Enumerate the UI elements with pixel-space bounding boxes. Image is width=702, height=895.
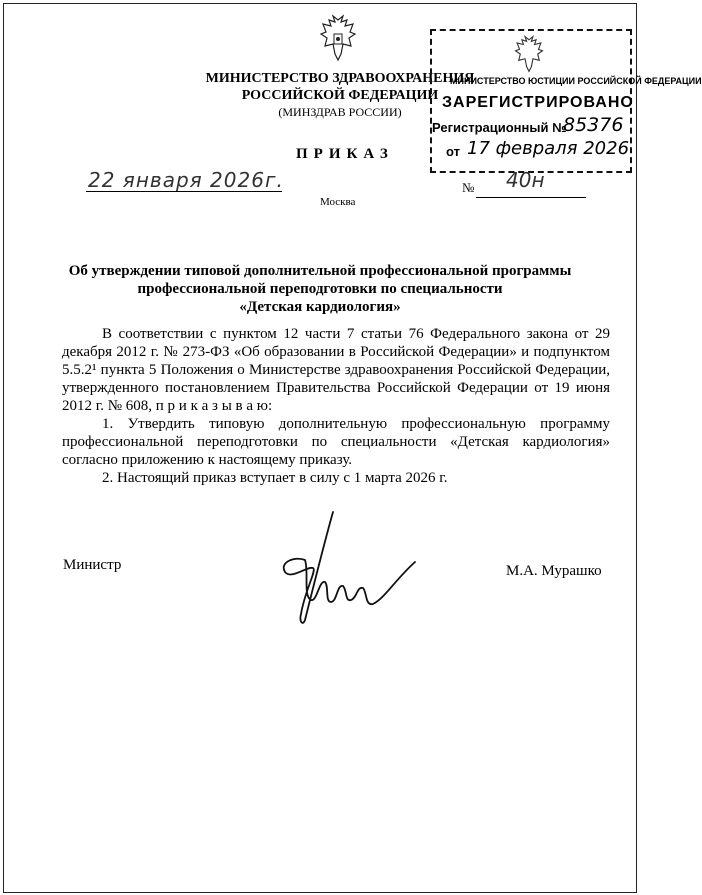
title-line3: «Детская кардиология» — [239, 299, 401, 315]
title-line2: профессиональной переподготовки по специальности — [137, 281, 503, 297]
ministry-name-line1: МИНИСТЕРСТВО ЗДРАВООХРАНЕНИЯ — [205, 71, 475, 86]
handwritten-date: 22 января 2026г. — [88, 168, 284, 192]
order-word: ПРИКАЗ — [296, 146, 394, 162]
stamp-emblem-icon — [512, 35, 546, 73]
ministry-name-line2: РОССИЙСКОЙ ФЕДЕРАЦИИ — [241, 88, 439, 103]
handwritten-signature — [245, 510, 425, 630]
order-number: 40н — [506, 168, 545, 192]
stamp-regno-value: 85376 — [563, 114, 624, 136]
date-underline — [86, 191, 282, 192]
order-title — [60, 262, 580, 316]
preamble-paragraph: В соответствии с пунктом 12 части 7 статьи 76 Федерального закона от 29 декабря 2012 г. № 273-ФЗ «Об образовании в Российской Федерации» и подпунктом 5.5.2¹ пункта 5 Положения о Министерстве здравоохранения Российской Федерации, утвержденного постановлением Правительства Российской Федерации от 19 июня 2012 г. № 608, п р и к а з ы в а ю: — [62, 326, 610, 414]
title-line1: Об утверждении типовой дополнительной профессиональной программы — [68, 263, 572, 279]
number-sign: № — [462, 180, 475, 195]
stamp-date-prefix: от — [446, 144, 460, 159]
stamp-ministry: МИНИСТЕРСТВО ЮСТИЦИИ РОССИЙСКОЙ ФЕДЕРАЦИИ — [450, 76, 702, 86]
signer-role: Министр — [63, 557, 122, 573]
order-body — [62, 325, 610, 487]
item-1-paragraph: 1. Утвердить типовую дополнительную профессиональную программу профессиональной переподготовки по специальности «Детская кардиология» согласно приложению к настоящему приказу. — [62, 416, 610, 468]
coat-of-arms-icon — [317, 14, 359, 62]
number-underline — [476, 197, 586, 198]
stamp-regno-label: Регистрационный № — [432, 120, 567, 135]
ministry-short-name: (МИНЗДРАВ РОССИИ) — [278, 105, 402, 119]
item-2-paragraph: 2. Настоящий приказ вступает в силу с 1 марта 2026 г. — [102, 470, 448, 486]
city: Москва — [320, 196, 356, 208]
stamp-registered: ЗАРЕГИСТРИРОВАНО — [442, 94, 634, 111]
stamp-date-value: 17 февраля 2026 — [467, 138, 630, 159]
signer-name: М.А. Мурашко — [506, 563, 602, 579]
